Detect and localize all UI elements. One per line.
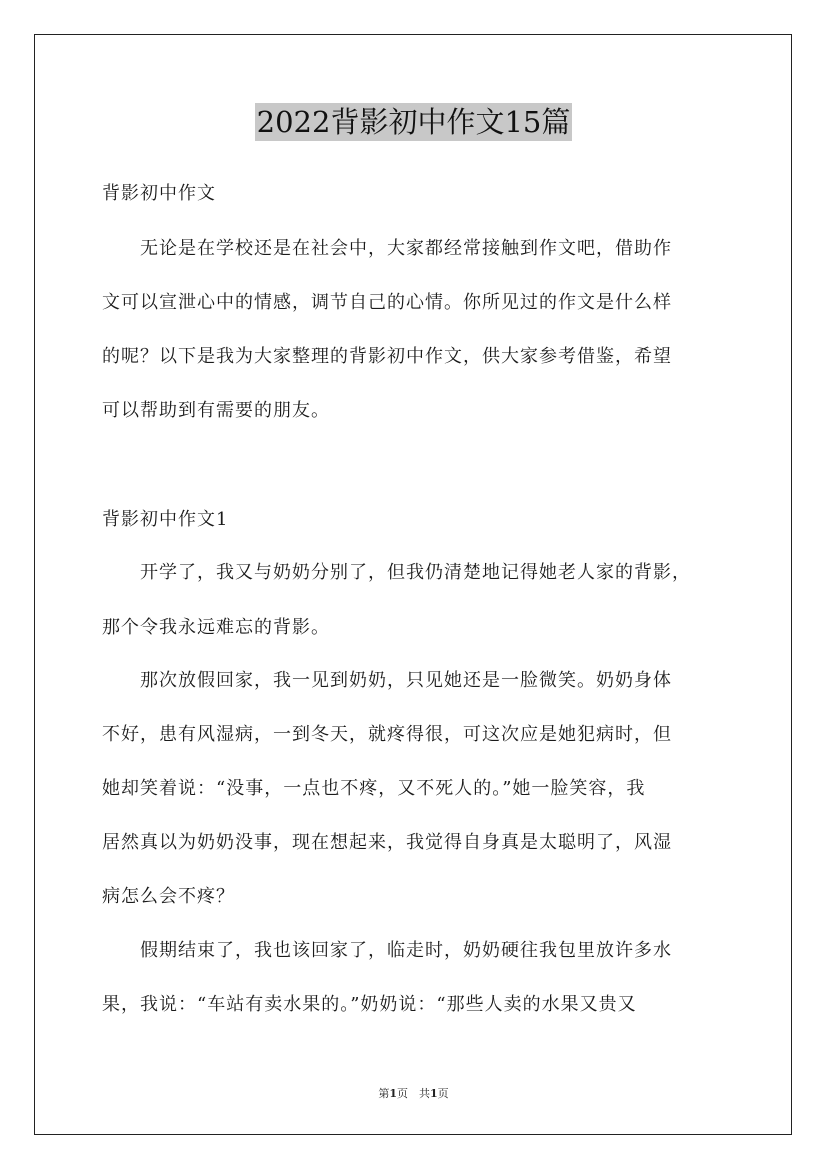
section-heading: 背影初中作文 (102, 183, 216, 204)
footer-total-pages: 1 (430, 1087, 438, 1100)
paragraph-line: 居然真以为奶奶没事，现在想起来，我觉得自身真是太聪明了，风湿 (102, 832, 672, 853)
page-footer (0, 1085, 827, 1101)
essay-heading: 背影初中作文1 (102, 509, 229, 530)
footer-page-number: 1 (389, 1087, 397, 1100)
paragraph-line: 不好，患有风湿病，一到冬天，就疼得很，可这次应是她犯病时，但 (102, 724, 672, 745)
paragraph-line: 那次放假回家，我一见到奶奶，只见她还是一脸微笑。奶奶身体 (102, 670, 672, 691)
paragraph-line: 可以帮助到有需要的朋友。 (102, 400, 330, 421)
paragraph-line: 开学了，我又与奶奶分别了，但我仍清楚地记得她老人家的背影， (102, 562, 691, 583)
footer-page-prefix: 第 (378, 1087, 390, 1100)
footer-page-suffix: 页 共 (397, 1087, 430, 1100)
document-title: 2022背影初中作文15篇 (256, 105, 571, 139)
paragraph-line: 假期结束了，我也该回家了，临走时，奶奶硬往我包里放许多水 (102, 940, 672, 961)
paragraph-line: 那个令我永远难忘的背影。 (102, 617, 330, 638)
footer-total-suffix: 页 (437, 1087, 449, 1100)
paragraph-line: 果，我说：“车站有卖水果的。”奶奶说：“那些人卖的水果又贵又 (102, 994, 637, 1015)
paragraph-line: 的呢？以下是我为大家整理的背影初中作文，供大家参考借鉴，希望 (102, 346, 672, 367)
paragraph-line: 她却笑着说：“没事，一点也不疼，又不死人的。”她一脸笑容，我 (102, 778, 646, 799)
title-container (0, 103, 827, 141)
paragraph-line: 文可以宣泄心中的情感，调节自己的心情。你所见过的作文是什么样 (102, 292, 672, 313)
paragraph-line: 无论是在学校还是在社会中，大家都经常接触到作文吧，借助作 (102, 238, 672, 259)
paragraph-line: 病怎么会不疼？ (102, 886, 235, 907)
